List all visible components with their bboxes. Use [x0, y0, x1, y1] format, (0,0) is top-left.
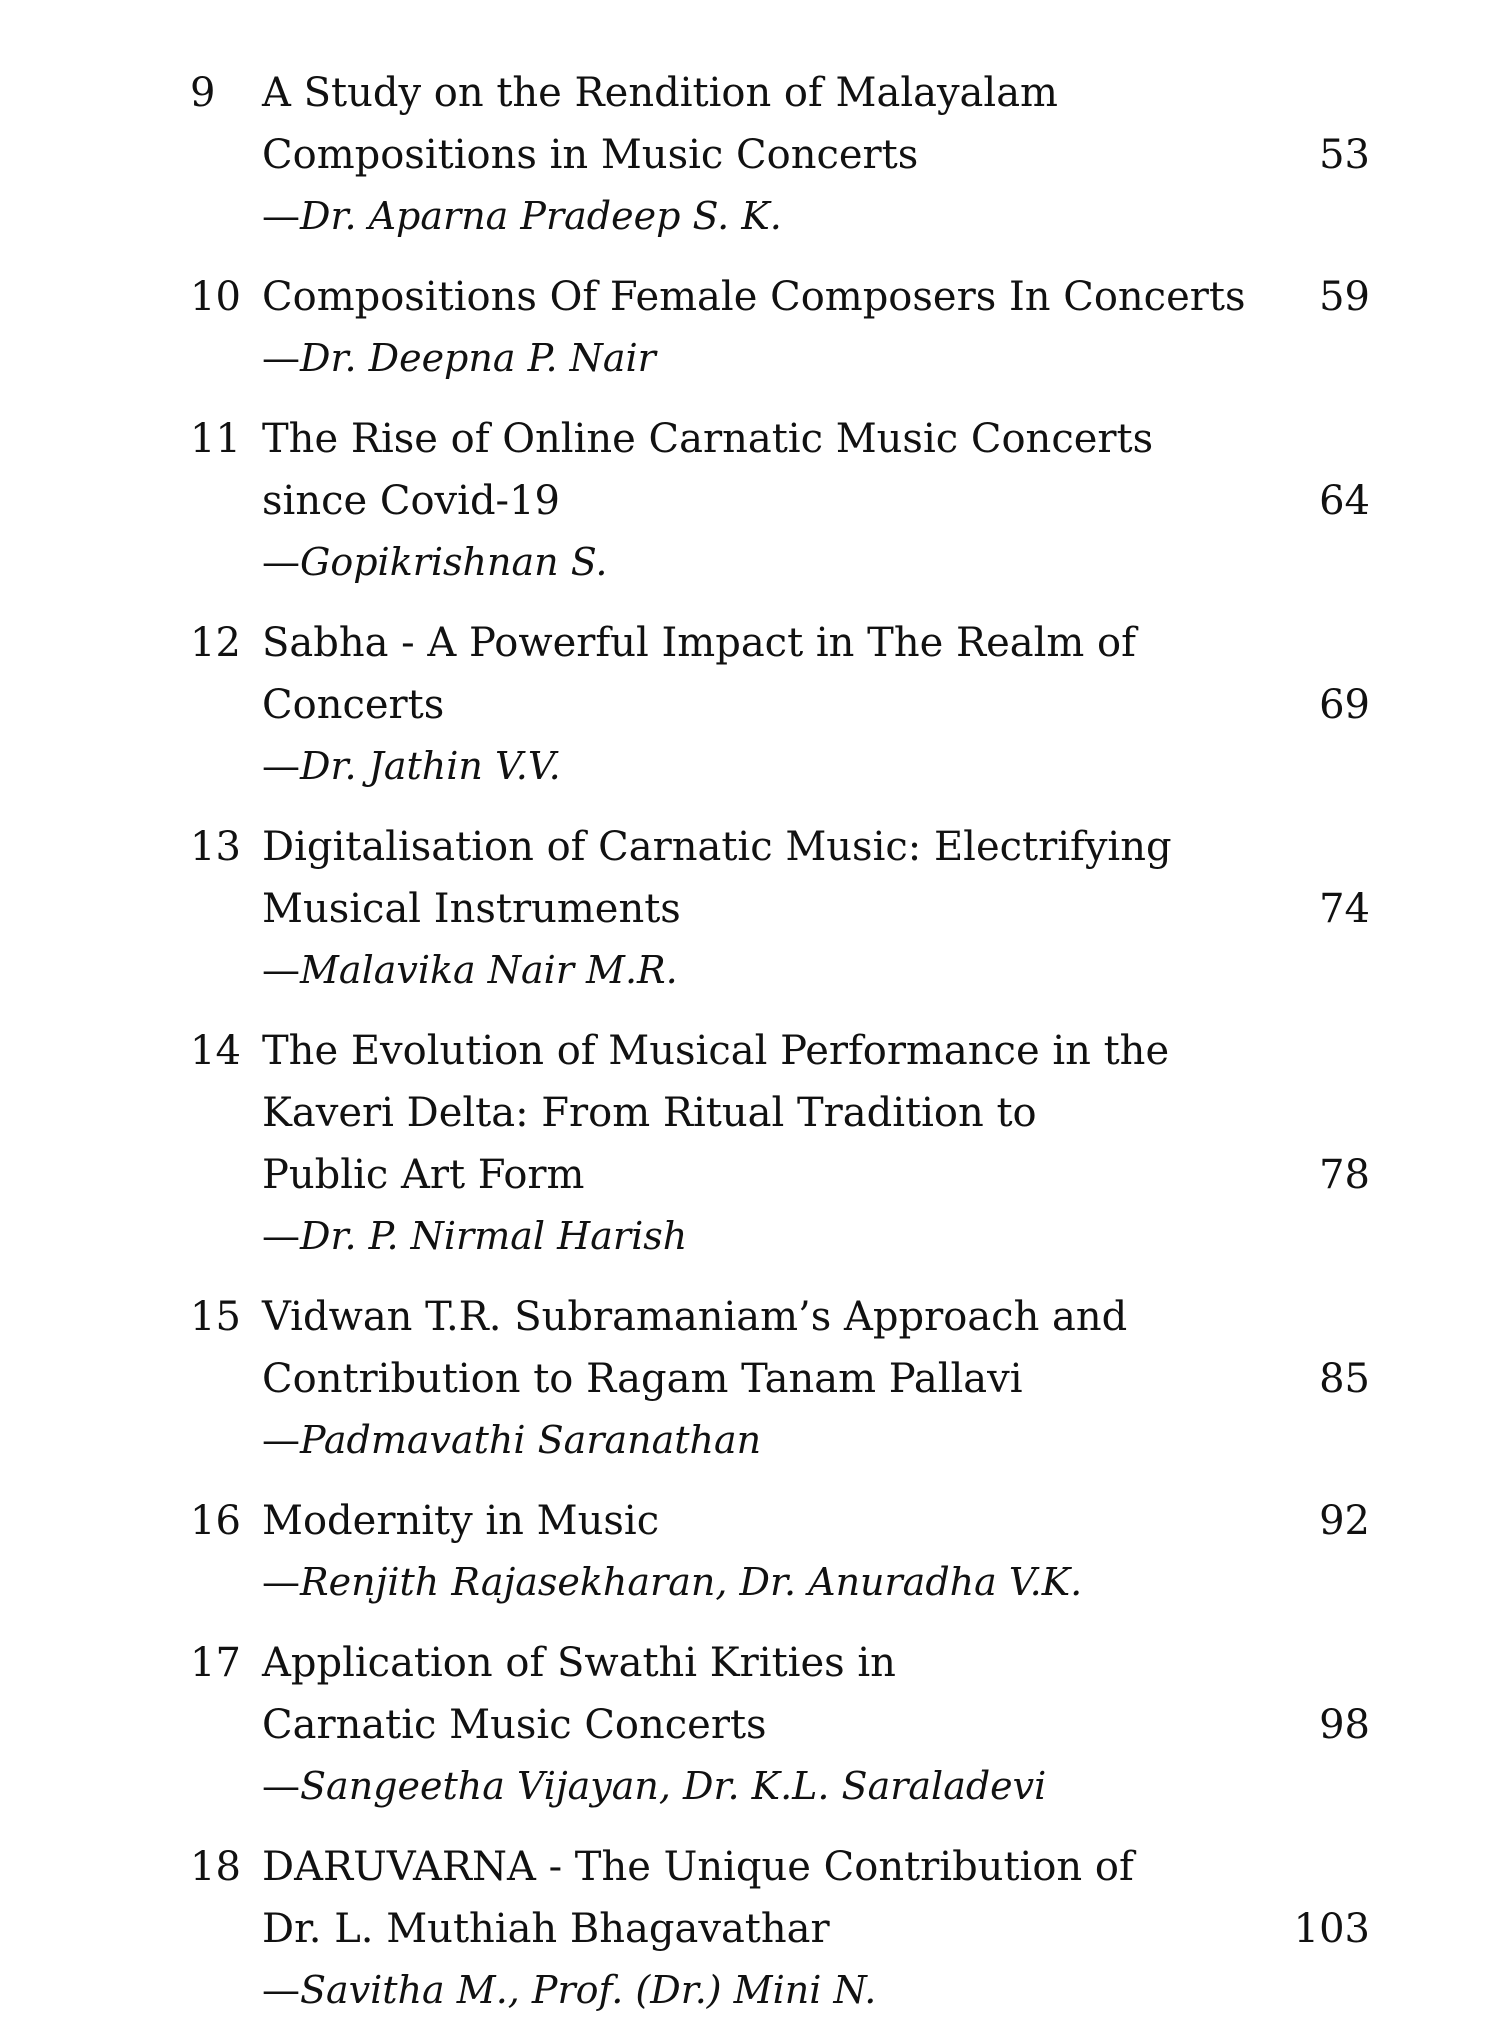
- author-name: Malavika Nair M.R.: [300, 948, 678, 992]
- entry-title-text: Carnatic Music Concerts: [262, 1702, 767, 1748]
- entry-title-text: Application of Swathi Krities in: [262, 1640, 896, 1686]
- entry-title-text: DARUVARNA - The Unique Contribution of: [262, 1844, 1134, 1890]
- entry-author: [262, 940, 1370, 1000]
- entry-author: [262, 1206, 1370, 1266]
- author-name: Dr. P. Nirmal Harish: [300, 1214, 688, 1258]
- entry-number: 10: [190, 274, 241, 320]
- entry-title-line: [262, 878, 1370, 940]
- entry-body: [262, 612, 1370, 796]
- entry-title-line: [262, 1898, 1370, 1960]
- author-dash: —: [262, 744, 300, 788]
- entry-page-number: 103: [1293, 1906, 1370, 1952]
- author-dash: —: [262, 948, 300, 992]
- author-dash: —: [262, 1764, 300, 1808]
- toc-entry: [190, 1020, 1370, 1266]
- entry-title-text: Contribution to Ragam Tanam Pallavi: [262, 1356, 1023, 1402]
- author-name: Renjith Rajasekharan, Dr. Anuradha V.K.: [300, 1560, 1083, 1604]
- entry-number: 17: [190, 1640, 241, 1686]
- entry-title-text: The Rise of Online Carnatic Music Concerts: [262, 416, 1154, 462]
- entry-title-line: [262, 1286, 1370, 1348]
- entry-number: 15: [190, 1294, 241, 1340]
- author-name: Savitha M., Prof. (Dr.) Mini N.: [300, 1968, 877, 2012]
- entry-title-text: Concerts: [262, 682, 445, 728]
- entry-title-line: [262, 1144, 1370, 1206]
- entry-title-text: Musical Instruments: [262, 886, 681, 932]
- entry-page-number: 78: [1319, 1152, 1370, 1198]
- toc-entry: [190, 1836, 1370, 2020]
- author-dash: —: [262, 194, 300, 238]
- entry-body: [262, 1020, 1370, 1266]
- entry-author: [262, 328, 1370, 388]
- author-name: Dr. Jathin V.V.: [300, 744, 561, 788]
- entry-author: [262, 1960, 1370, 2020]
- entry-title-line: [262, 1348, 1370, 1410]
- toc-entry: [190, 1632, 1370, 1816]
- entry-number: 13: [190, 824, 241, 870]
- entry-title-line: [262, 674, 1370, 736]
- entry-title-text: Compositions in Music Concerts: [262, 132, 919, 178]
- toc-entry: [190, 408, 1370, 592]
- author-dash: —: [262, 1214, 300, 1258]
- entry-title-line: [262, 124, 1370, 186]
- toc-entry: [190, 816, 1370, 1000]
- entry-author: [262, 736, 1370, 796]
- toc-entry: [190, 62, 1370, 246]
- entry-title-line: [262, 266, 1370, 328]
- entry-author: [262, 1552, 1370, 1612]
- entry-title-line: [262, 612, 1370, 674]
- entry-title-line: [262, 1836, 1370, 1898]
- entry-author: [262, 186, 1370, 246]
- toc-entry: [190, 1490, 1370, 1612]
- entry-page-number: 69: [1319, 682, 1370, 728]
- entry-title-line: [262, 1490, 1370, 1552]
- entry-title-text: Kaveri Delta: From Ritual Tradition to: [262, 1090, 1037, 1136]
- entry-number: 9: [190, 70, 216, 116]
- entry-title-text: Vidwan T.R. Subramaniam’s Approach and: [262, 1294, 1128, 1340]
- entry-title-text: Compositions Of Female Composers In Concerts: [262, 274, 1246, 320]
- entry-title-line: [262, 470, 1370, 532]
- entry-title-text: Digitalisation of Carnatic Music: Electrifying: [262, 824, 1172, 870]
- entry-title-text: Dr. L. Muthiah Bhagavathar: [262, 1906, 830, 1952]
- entry-title-line: [262, 1020, 1370, 1082]
- author-name: Sangeetha Vijayan, Dr. K.L. Saraladevi: [300, 1764, 1047, 1808]
- entry-number: 14: [190, 1028, 241, 1074]
- author-name: Padmavathi Saranathan: [300, 1418, 762, 1462]
- entry-author: [262, 1410, 1370, 1470]
- author-dash: —: [262, 1968, 300, 2012]
- author-dash: —: [262, 1418, 300, 1462]
- toc-entry: [190, 266, 1370, 388]
- entry-body: [262, 1286, 1370, 1470]
- author-name: Dr. Deepna P. Nair: [300, 336, 656, 380]
- entry-page-number: 74: [1319, 886, 1370, 932]
- table-of-contents: [190, 62, 1370, 2040]
- entry-title-line: [262, 1694, 1370, 1756]
- entry-title-line: [262, 1632, 1370, 1694]
- entry-page-number: 53: [1319, 132, 1370, 178]
- author-dash: —: [262, 540, 300, 584]
- entry-body: [262, 266, 1370, 388]
- entry-page-number: 98: [1319, 1702, 1370, 1748]
- entry-title-line: [262, 62, 1370, 124]
- author-name: Dr. Aparna Pradeep S. K.: [300, 194, 782, 238]
- entry-body: [262, 1490, 1370, 1612]
- entry-page-number: 92: [1319, 1498, 1370, 1544]
- entry-page-number: 85: [1319, 1356, 1370, 1402]
- entry-number: 11: [190, 416, 241, 462]
- entry-author: [262, 532, 1370, 592]
- entry-title-text: A Study on the Rendition of Malayalam: [262, 70, 1058, 116]
- entry-body: [262, 1836, 1370, 2020]
- entry-title-text: The Evolution of Musical Performance in the: [262, 1028, 1170, 1074]
- entry-body: [262, 1632, 1370, 1816]
- author-name: Gopikrishnan S.: [300, 540, 608, 584]
- toc-entry: [190, 1286, 1370, 1470]
- entry-body: [262, 816, 1370, 1000]
- entry-title-line: [262, 1082, 1370, 1144]
- author-dash: —: [262, 336, 300, 380]
- author-dash: —: [262, 1560, 300, 1604]
- entry-title-text: Public Art Form: [262, 1152, 585, 1198]
- entry-title-line: [262, 408, 1370, 470]
- entry-page-number: 59: [1319, 274, 1370, 320]
- entry-page-number: 64: [1319, 478, 1370, 524]
- entry-title-text: Modernity in Music: [262, 1498, 660, 1544]
- entry-title-line: [262, 816, 1370, 878]
- entry-author: [262, 1756, 1370, 1816]
- entry-body: [262, 62, 1370, 246]
- entry-number: 18: [190, 1844, 241, 1890]
- toc-entry: [190, 612, 1370, 796]
- entry-number: 16: [190, 1498, 241, 1544]
- entry-title-text: since Covid-19: [262, 478, 560, 524]
- entry-number: 12: [190, 620, 241, 666]
- entry-title-text: Sabha - A Powerful Impact in The Realm of: [262, 620, 1136, 666]
- entry-body: [262, 408, 1370, 592]
